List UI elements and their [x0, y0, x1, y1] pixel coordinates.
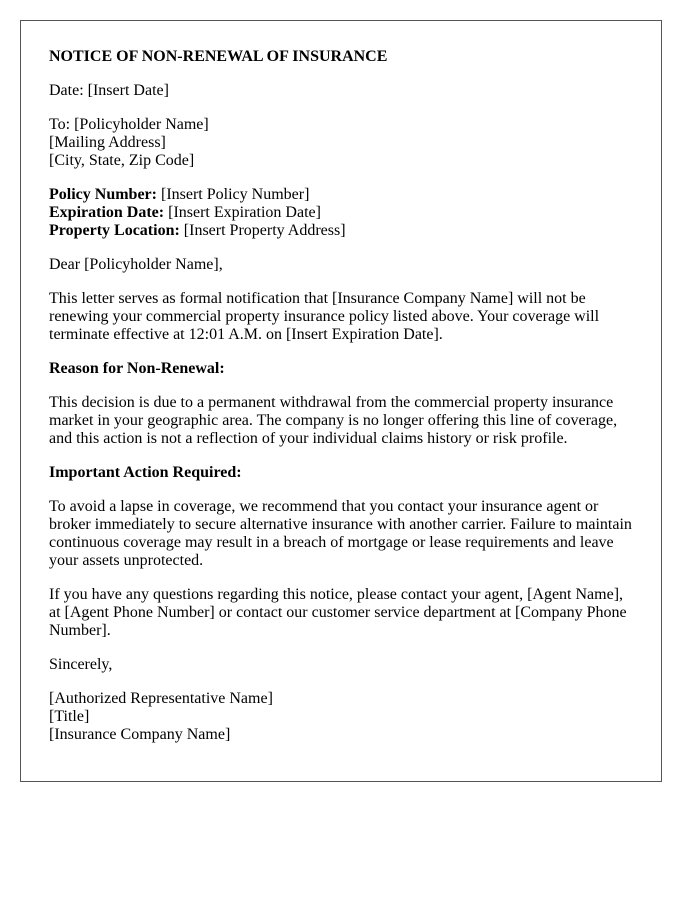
property-location-label: Property Location:	[49, 222, 180, 239]
contact-paragraph: If you have any questions regarding this notice, please contact your agent, [Agent Name], at [Agent Phone Number] or contact our customer service department at [Company Phone Number].	[49, 586, 627, 639]
signature-title: [Title]	[49, 708, 90, 725]
expiration-date-label: Expiration Date:	[49, 204, 165, 221]
reason-paragraph: This decision is due to a permanent withdrawal from the commercial property insurance market in your geographic area. The company is no longer offering this line of coverage, and this action is not a reflection of your individual claims history or risk profile.	[49, 394, 618, 447]
signature-name: [Authorized Representative Name]	[49, 690, 273, 707]
action-paragraph: To avoid a lapse in coverage, we recommend that you contact your insurance agent or broker immediately to secure alternative insurance with another carrier. Failure to maintain continuous coverage may result in a breach of mortgage or lease requirements and leave your assets unprotected.	[49, 498, 632, 569]
action-heading-text: Important Action Required:	[49, 464, 242, 481]
recipient-city: [City, State, Zip Code]	[49, 152, 195, 169]
signature-company: [Insurance Company Name]	[49, 726, 231, 743]
intro-paragraph: This letter serves as formal notification that [Insurance Company Name] will not be renewing your commercial property insurance policy listed above. Your coverage will terminate effective at 12:01 A.M. on [Insert Expiration Date].	[49, 290, 600, 343]
policy-number-label: Policy Number:	[49, 186, 157, 203]
letter	[20, 20, 662, 782]
date-line: Date: [Insert Date]	[49, 82, 169, 99]
closing: Sincerely,	[49, 656, 113, 673]
signature-block	[49, 690, 634, 744]
salutation: Dear [Policyholder Name],	[49, 256, 223, 273]
letter-title: NOTICE OF NON-RENEWAL OF INSURANCE	[49, 48, 388, 65]
expiration-date-value: [Insert Expiration Date]	[164, 204, 321, 221]
reason-heading-text: Reason for Non-Renewal:	[49, 360, 225, 377]
recipient-name: To: [Policyholder Name]	[49, 116, 209, 133]
action-heading	[49, 464, 634, 482]
property-location-value: [Insert Property Address]	[179, 222, 346, 239]
policy-details	[49, 186, 634, 240]
policy-number-value: [Insert Policy Number]	[156, 186, 310, 203]
reason-heading	[49, 360, 634, 378]
recipient-address: [Mailing Address]	[49, 134, 166, 151]
recipient-block	[49, 116, 634, 170]
